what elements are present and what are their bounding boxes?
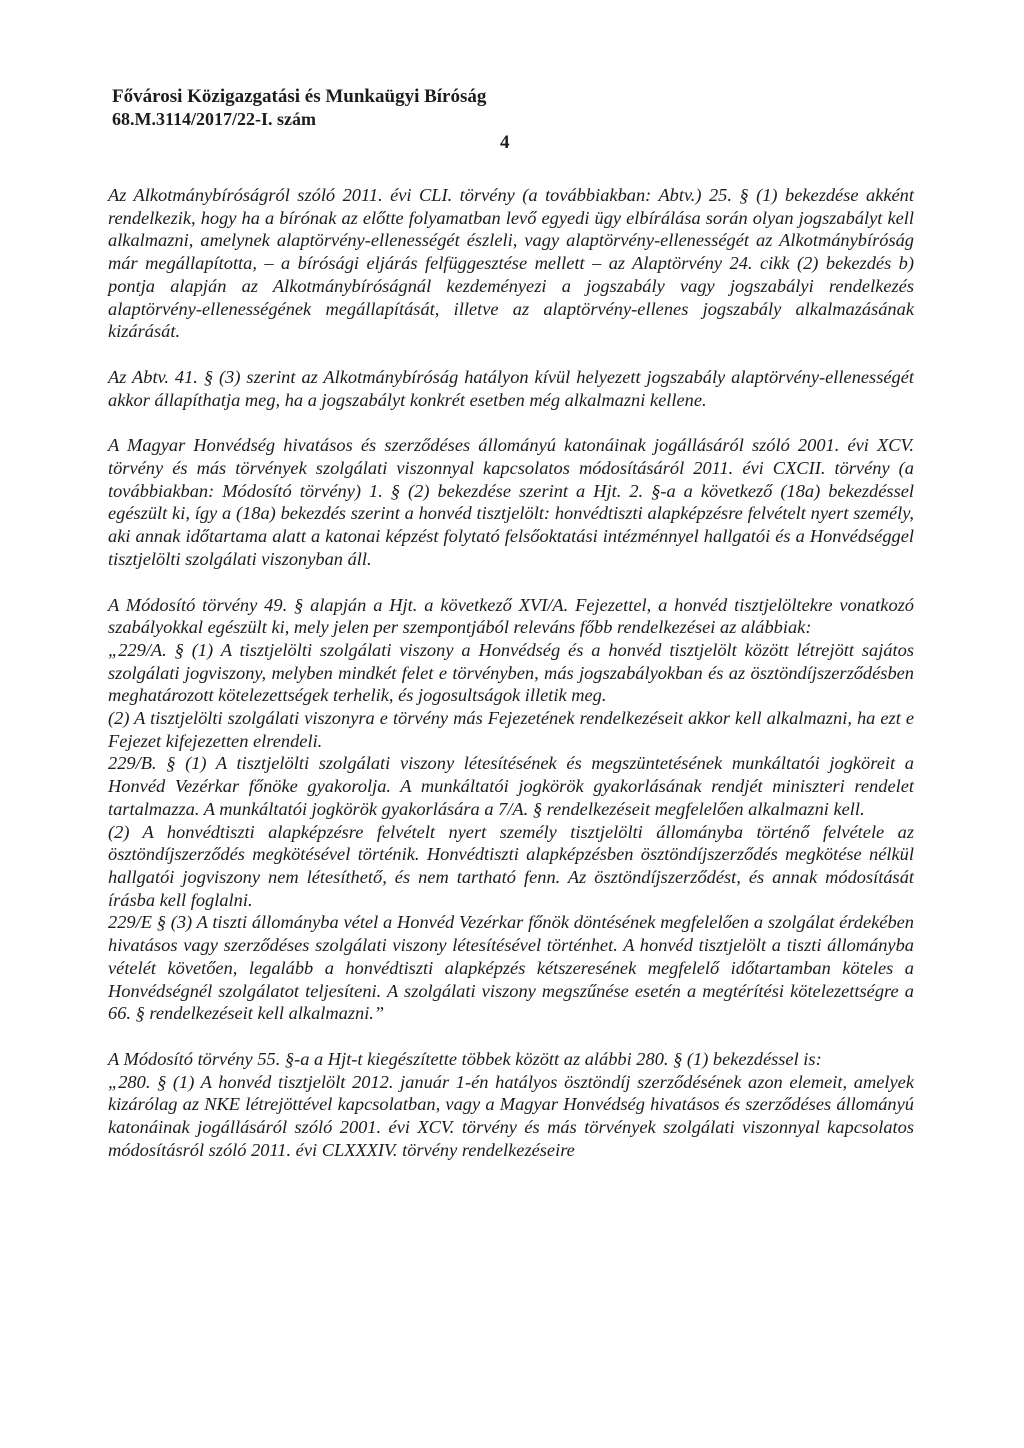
paragraph-229a-1: „229/A. § (1) A tisztjelölti szolgálati viszony a Honvédség és a honvéd tisztjelölt között létrejött sajátos szolgálati jogviszony, melyben mindkét felet e törvényben, más jogszabályokban és az ösztöndíjszerződésben meghatározott kötelezettségek terhelik, és jogosultságok illetik meg.: [108, 639, 914, 706]
document-header: [112, 86, 486, 130]
document-body: [108, 184, 914, 1161]
paragraph-modosito-49: A Módosító törvény 49. § alapján a Hjt. a következő XVI/A. Fejezettel, a honvéd tisztjelöltekre vonatkozó szabályokkal egészült ki, mely jelen per szempontjából releváns főbb rendelkezései az alábbiak:: [108, 594, 914, 638]
paragraph-229b-2: (2) A honvédtiszti alapképzésre felvételt nyert személy tisztjelölti állományba történő felvétele az ösztöndíjszerződés megkötésével történik. Honvédtiszti alapképzésben ösztöndíjszerződés megkötése nélkül hallgatói jogviszony nem létesíthető, és nem tartható fenn. Az ösztöndíjszerződést, és annak módosítását írásba kell foglalni.: [108, 821, 914, 910]
paragraph-modosito-55: A Módosító törvény 55. §-a a Hjt-t kiegészítette többek között az alábbi 280. § (1) bekezdéssel is:: [108, 1048, 822, 1069]
paragraph-280-1: „280. § (1) A honvéd tisztjelölt 2012. január 1-én hatályos ösztöndíj szerződésének azon elemeit, amelyek kizárólag az NKE létrejöttével kapcsolatban, vagy a Magyar Honvédség hivatásos és szerződéses állományú katonáinak jogállásáról szóló 2001. évi XCV. törvény és más törvények szolgálati viszonnyal kapcsolatos módosításról szóló 2011. évi CLXXXIV. törvény rendelkezéseire: [108, 1071, 914, 1160]
page-number: 4: [500, 132, 510, 153]
paragraph-229b-1: 229/B. § (1) A tisztjelölti szolgálati viszony létesítésének és megszüntetésének munkáltatói jogköreit a Honvéd Vezérkar főnöke gyakorolja. A munkáltatói jogkörök gyakorlásának rendjét miniszteri rendelet tartalmazza. A munkáltatói jogkörök gyakorlására a 7/A. § rendelkezéseit megfelelően alkalmazni kell.: [108, 753, 914, 819]
court-name: Fővárosi Közigazgatási és Munkaügyi Bíróság: [112, 86, 487, 107]
paragraph-229e-3: 229/E § (3) A tiszti állományba vétel a Honvéd Vezérkar főnök döntésének megfelelően a szolgálat érdekében hivatásos vagy szerződéses szolgálati viszony létesítésével történhet. A honvéd tisztjelölt a tiszti állományba vételét követően, legalább a honvédtiszti alapképzés kétszeresének megfelelő időtartamban köteles a Honvédségnél szolgálatot teljesíteni. A szolgálati viszony megszűnése esetén a megtérítési kötelezettségre a 66. § rendelkezéseit kell alkalmazni.”: [108, 912, 914, 1024]
paragraph-hjt-18a: A Magyar Honvédség hivatásos és szerződéses állományú katonáinak jogállásáról szóló 2001. évi XCV. törvény és más törvények szolgálati viszonnyal kapcsolatos módosításáról 2011. évi CXCII. törvény (a továbbiakban: Módosító törvény) 1. § (2) bekezdése szerint a Hjt. 2. §-a a következő (18a) bekezdéssel egészült ki, így a (18a) bekezdés szerint a honvéd tisztjelölt: honvédtiszti alapképzésre felvételt nyert személy, aki annak időtartama alatt a katonai képzést folytató felsőoktatási intézménnyel hallgatói és a Honvédséggel tisztjelölti szolgálati viszonyban áll.: [108, 435, 914, 569]
paragraph-abtv-25: Az Alkotmánybíróságról szóló 2011. évi CLI. törvény (a továbbiakban: Abtv.) 25. § (1) bekezdése akként rendelkezik, hogy ha a bírónak az előtte folyamatban levő egyedi ügy elbírálása során olyan jogszabályt kell alkalmazni, amelynek alaptörvény-ellenességét észleli, vagy alaptörvény-ellenességét az Alkotmánybíróság már megállapította, – a bírósági eljárás felfüggesztése mellett – az Alaptörvény 24. cikk (2) bekezdés b) pontja alapján az Alkotmánybíróságnál kezdeményezi a jogszabály vagy jogszabályi rendelkezés alaptörvény-ellenességének megállapítását, illetve az alaptörvény-ellenes jogszabály alkalmazásának kizárását.: [108, 185, 914, 342]
case-number: 68.M.3114/2017/22-I. szám: [112, 109, 316, 129]
paragraph-229a-2: (2) A tisztjelölti szolgálati viszonyra e törvény más Fejezetének rendelkezéseit akkor kell alkalmazni, ha ezt e Fejezet kifejezetten elrendeli.: [108, 708, 914, 751]
paragraph-abtv-41: Az Abtv. 41. § (3) szerint az Alkotmánybíróság hatályon kívül helyezett jogszabály alaptörvény-ellenességét akkor állapíthatja meg, ha a jogszabályt konkrét esetben még alkalmazni kellene.: [108, 366, 914, 410]
